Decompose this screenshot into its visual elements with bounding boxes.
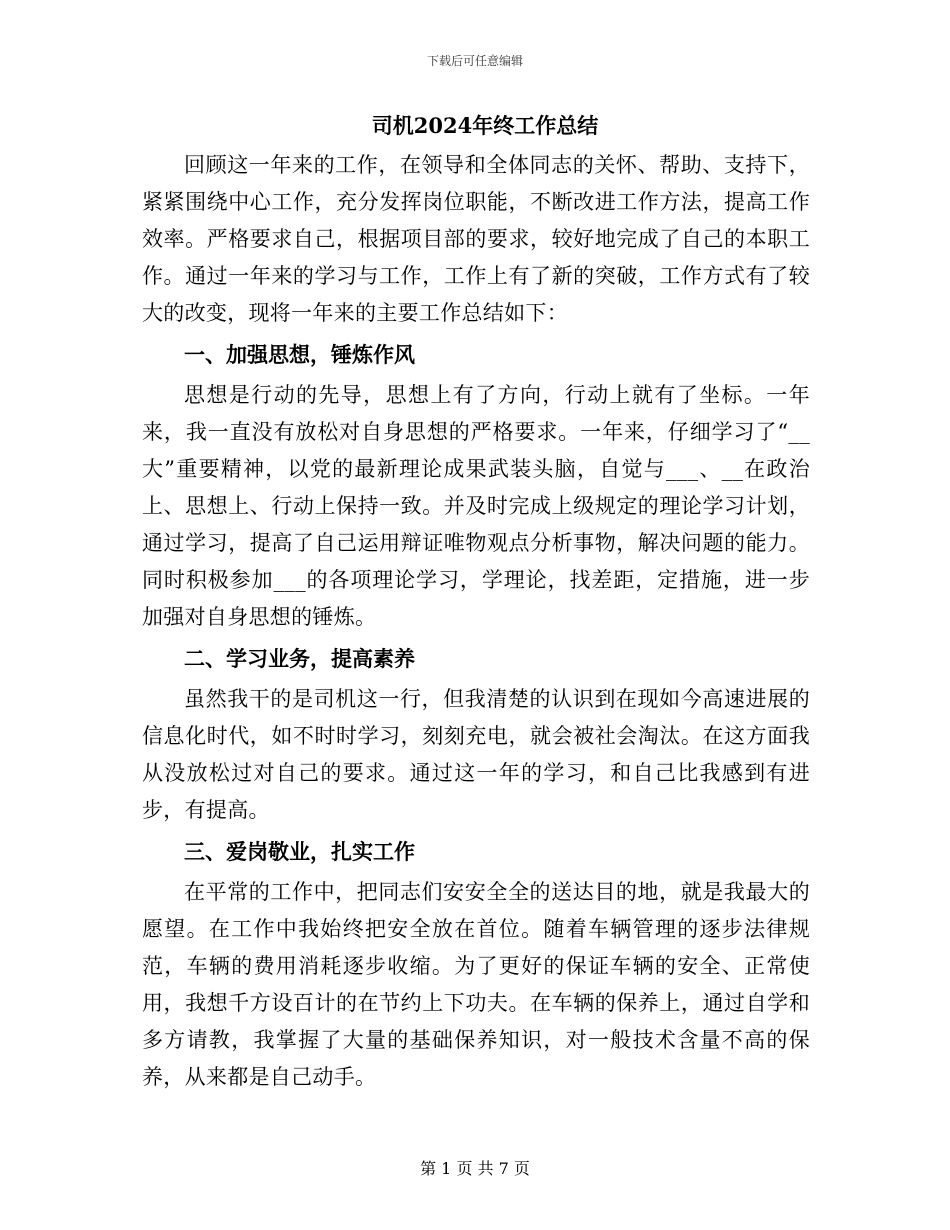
- section-paragraph: 在平常的工作中，把同志们安安全全的送达目的地，就是我最大的愿望。在工作中我始终把安全放在首位。随着车辆管理的逐步法律规范，车辆的费用消耗逐步收缩。为了更好的保证车辆的安全、正常使用，我想千方设百计的在节约上下功夫。在车辆的保养上，通过自学和多方请教，我掌握了大量的基础保养知识，对一般技术含量不高的保养，从来都是自己动手。: [142, 880, 810, 1089]
- header-note: 下载后可任意编辑: [426, 54, 523, 68]
- intro-paragraph: 回顾这一年来的工作，在领导和全体同志的关怀、帮助、支持下，紧紧围绕中心工作，充分发挥岗位职能，不断改进工作方法，提高工作效率。严格要求自己，根据项目部的要求，较好地完成了自己的本职工作。通过一年来的学习与工作，工作上有了新的突破，工作方式有了较大的改变，现将一年来的主要工作总结如下：: [142, 153, 810, 325]
- section-paragraph: 思想是行动的先导，思想上有了方向，行动上就有了坐标。一年来，我一直没有放松对自身思想的严格要求。一年来，仔细学习了“__大”重要精神，以党的最新理论成果武装头脑，自觉与___、__在政治上、思想上、行动上保持一致。并及时完成上级规定的理论学习计划，通过学习，提高了自己运用辩证唯物观点分析事物，解决问题的能力。同时积极参加___的各项理论学习，学理论，找差距，定措施，进一步加强对自身思想的锤炼。: [142, 383, 810, 629]
- document-body: [142, 105, 810, 1096]
- section-heading: 一、加强思想，锤炼作风: [184, 342, 415, 367]
- section-heading: 三、爱岗敬业，扎实工作: [184, 839, 415, 864]
- section-paragraph: 虽然我干的是司机这一行，但我清楚的认识到在现如今高速进展的信息化时代，如不时时学习，刻刻充电，就会被社会淘汰。在这方面我从没放松过对自己的要求。通过这一年的学习，和自己比我感到有进步，有提高。: [142, 687, 810, 822]
- section-heading: 二、学习业务，提高素养: [184, 646, 415, 671]
- document-title: 司机2024年终工作总结: [371, 113, 599, 138]
- page-footer: 第 1 页 共 7 页: [420, 1159, 530, 1178]
